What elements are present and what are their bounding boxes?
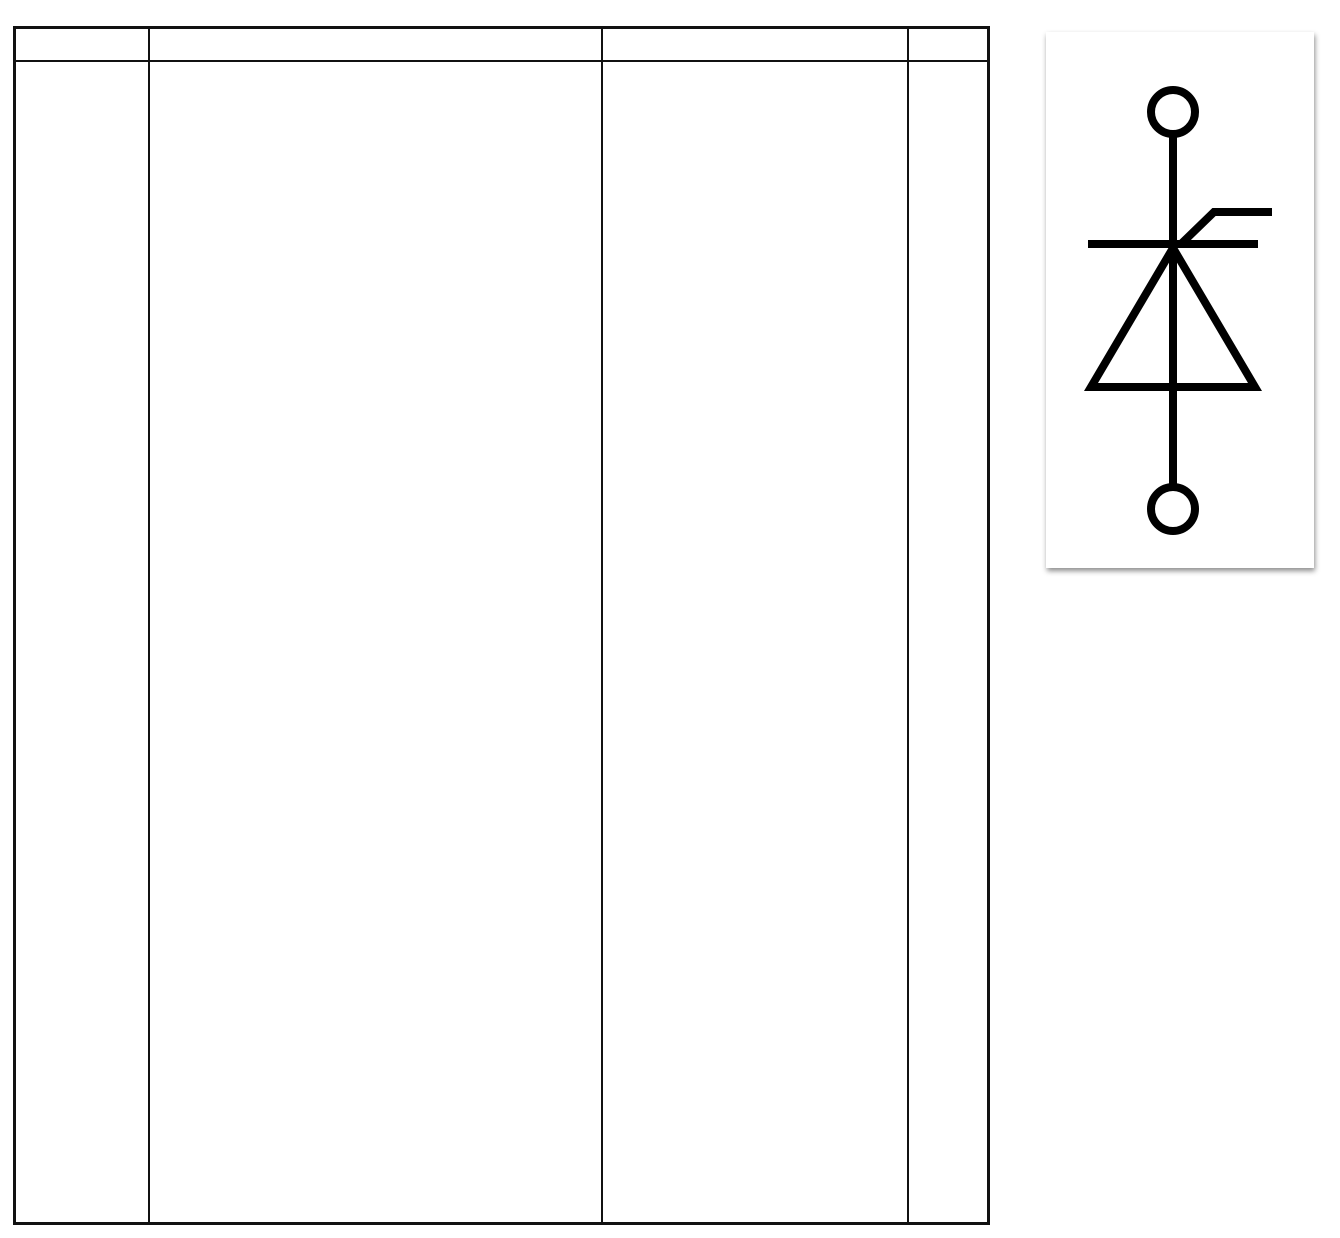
column-divider xyxy=(148,29,150,1222)
header-units xyxy=(912,29,987,60)
header-values xyxy=(604,29,896,60)
column-divider xyxy=(907,29,909,1222)
table-header xyxy=(16,29,987,62)
column-divider xyxy=(601,29,603,1222)
thyristor-symbol-icon xyxy=(1046,32,1314,568)
thyristor-symbol-panel xyxy=(1046,32,1314,568)
spec-table xyxy=(13,26,990,1225)
